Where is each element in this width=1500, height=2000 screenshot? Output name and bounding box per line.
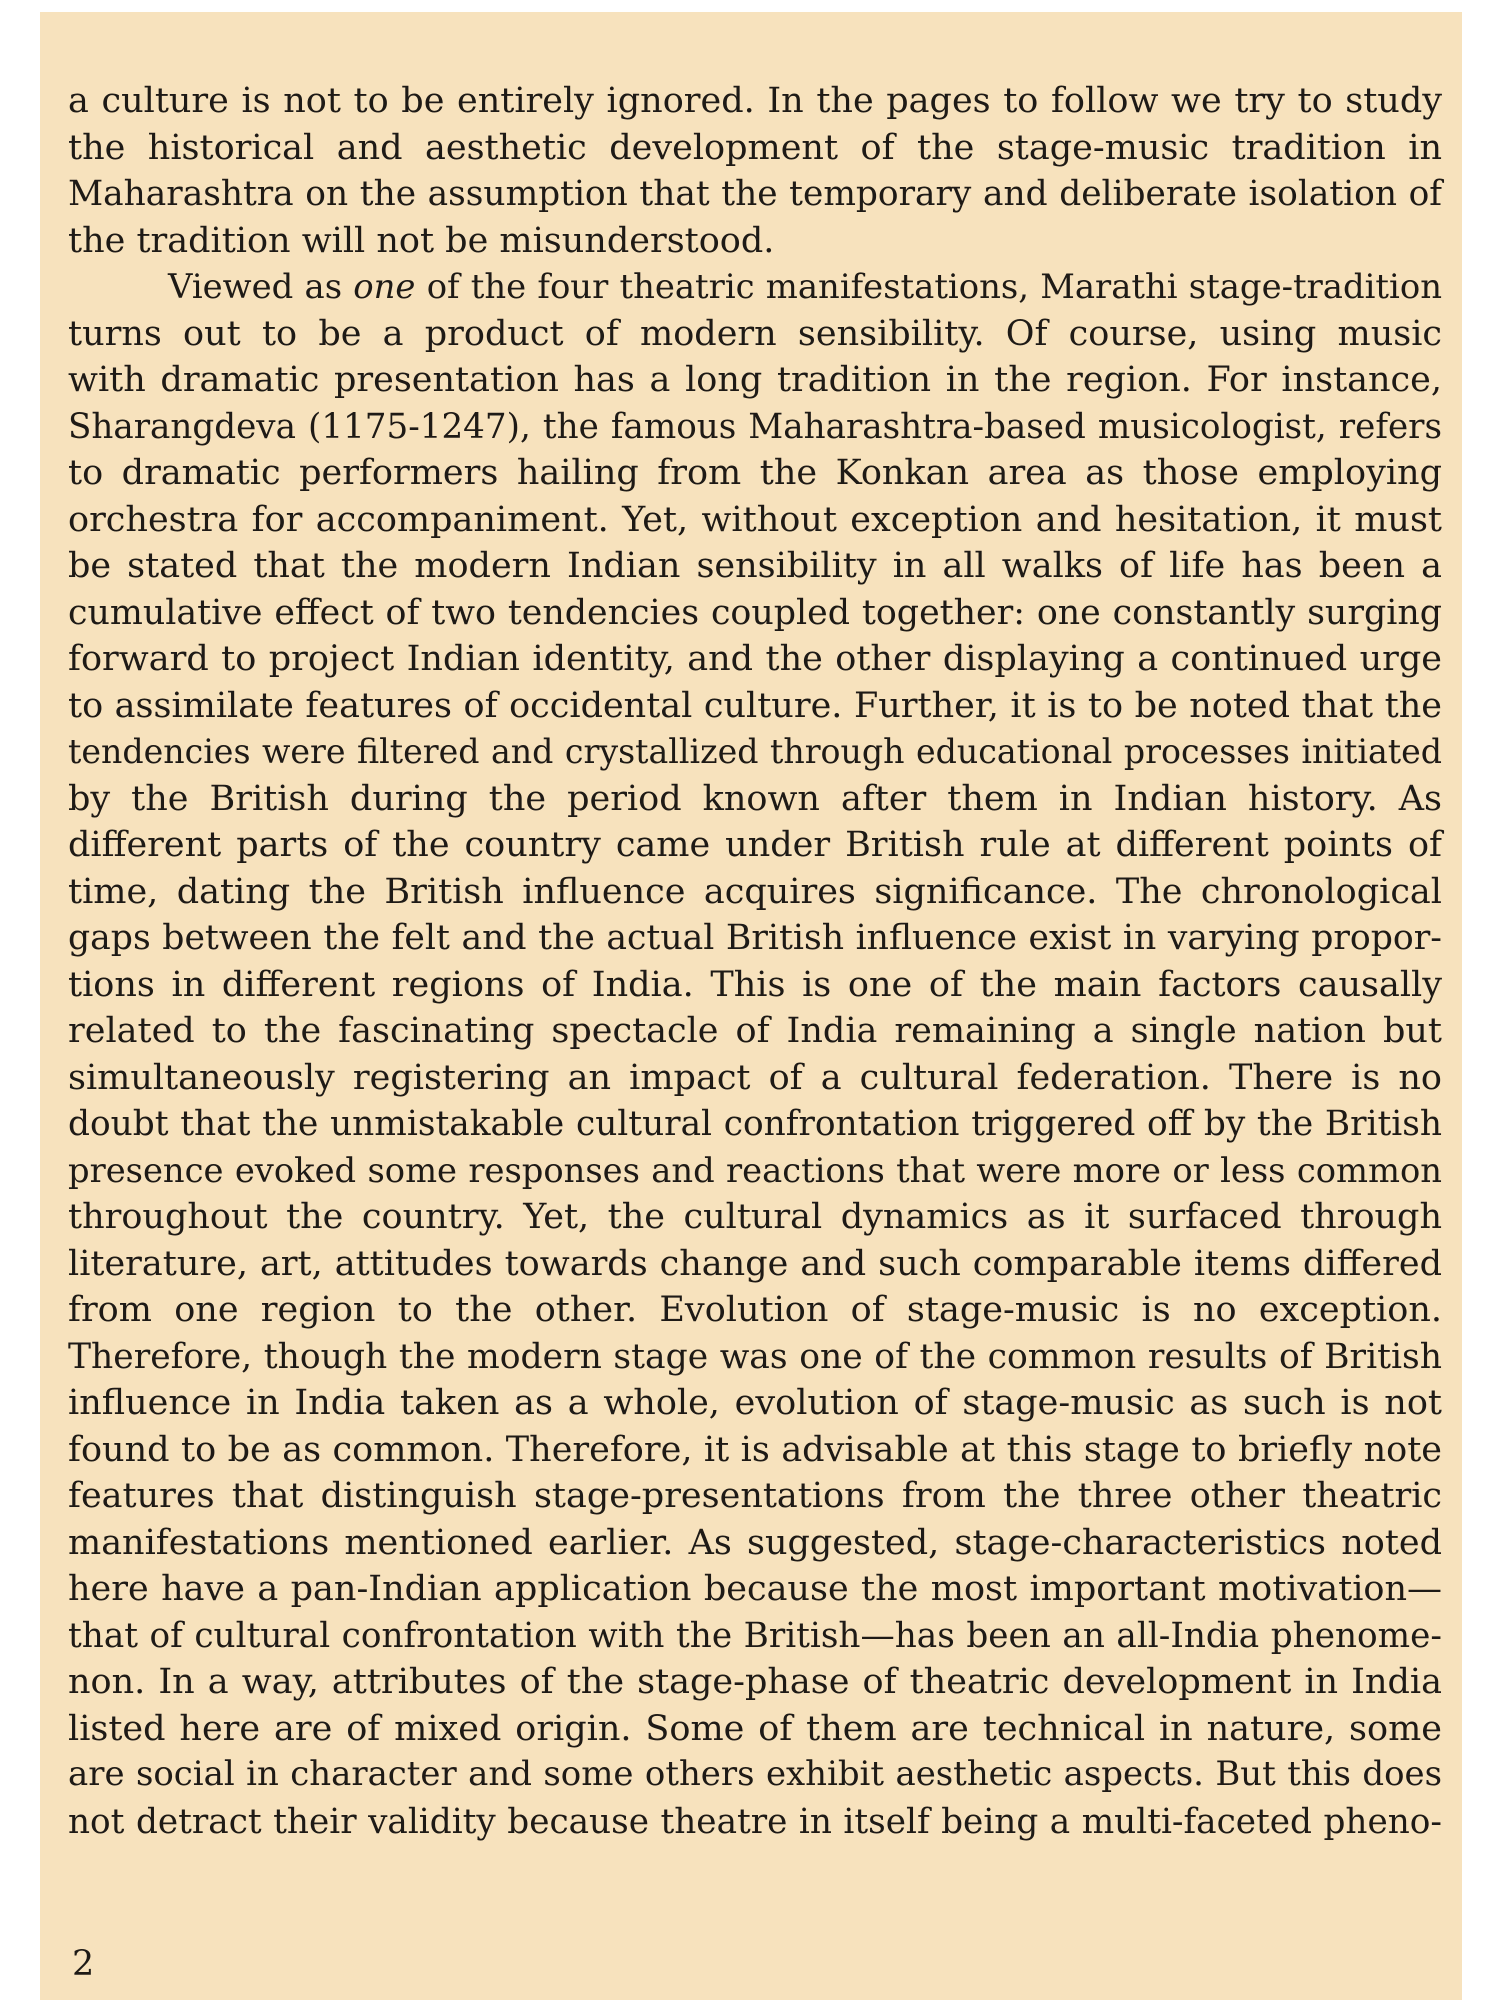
text-line: literature, art, attitudes towards change and such comparable items differed <box>68 1243 1442 1284</box>
text-line: not detract their validity because theatre in itself being a multi-faceted pheno- <box>68 1801 1442 1842</box>
body-text <box>68 78 1442 1845</box>
text-line: listed here are of mixed origin. Some of them are technical in nature, some <box>68 1708 1442 1749</box>
text-line: a culture is not to be entirely ignored. In the pages to follow we try to study <box>68 81 1442 121</box>
text-line: to dramatic performers hailing from the Konkan area as those employing <box>68 453 1442 493</box>
text-line: found to be as common. Therefore, it is advisable at this stage to briefly note <box>68 1429 1442 1470</box>
text-line: be stated that the modern Indian sensibility in all walks of life has been a <box>68 546 1442 586</box>
text-line: time, dating the British influence acquires significance. The chronological <box>68 871 1442 912</box>
text-line: Sharangdeva (1175-1247), the famous Maharashtra-based musicologist, refers <box>68 406 1442 447</box>
text-line: simultaneously registering an impact of a cultural federation. There is no <box>68 1057 1442 1098</box>
text-line: by the British during the period known after them in Indian history. As <box>68 778 1442 819</box>
text-line: tendencies were filtered and crystallized through educational processes initiated <box>68 732 1442 771</box>
text-line: from one region to the other. Evolution of stage-music is no exception. <box>68 1290 1442 1330</box>
text-line: Maharashtra on the assumption that the temporary and deliberate isolation of <box>68 174 1442 214</box>
text-line: to assimilate features of occidental culture. Further, it is to be noted that the <box>68 685 1442 726</box>
text-line: are social in character and some others exhibit aesthetic aspects. But this does <box>68 1755 1442 1794</box>
text-line: the tradition will not be misunderstood. <box>68 220 775 261</box>
text-line: gaps between the felt and the actual British influence exist in varying propor- <box>68 918 1442 958</box>
paragraph-2 <box>68 264 1442 1845</box>
text-line: different parts of the country came under British rule at different points of <box>68 825 1442 865</box>
text-line: forward to project Indian identity, and the other displaying a continued urge <box>68 639 1442 679</box>
text-line: features that distinguish stage-presentations from the three other theatric <box>68 1476 1442 1516</box>
text-line: presence evoked some responses and reactions that were more or less common <box>68 1150 1442 1190</box>
text-line: that of cultural confrontation with the British—has been an all-India phenome- <box>68 1615 1442 1656</box>
text-line: manifestations mentioned earlier. As suggested, stage-characteristics noted <box>68 1522 1442 1563</box>
text-line: throughout the country. Yet, the cultural dynamics as it surfaced through <box>68 1197 1442 1237</box>
text-line: influence in India taken as a whole, evolution of stage-music as such is not <box>68 1383 1442 1423</box>
book-page <box>40 12 1462 2000</box>
text-run: Viewed as <box>168 267 354 306</box>
emphasized-word: one <box>353 267 416 306</box>
text-line: turns out to be a product of modern sensibility. Of course, using music <box>68 313 1442 354</box>
text-run: of the four theatric manifestations, Marathi stage-tradition <box>415 267 1442 306</box>
text-line: with dramatic presentation has a long tradition in the region. For instance, <box>68 360 1442 400</box>
page-number: 2 <box>72 1944 95 1984</box>
text-line: cumulative effect of two tendencies coupled together: one constantly surging <box>68 592 1442 633</box>
text-line: non. In a way, attributes of the stage-phase of theatric development in India <box>68 1662 1442 1702</box>
paragraph-1 <box>68 78 1442 264</box>
text-line <box>68 264 1442 311</box>
text-line: the historical and aesthetic development of the stage-music tradition in <box>68 127 1442 168</box>
text-line: related to the fascinating spectacle of India remaining a single nation but <box>68 1011 1442 1051</box>
text-line: tions in different regions of India. This is one of the main factors causally <box>68 964 1442 1005</box>
text-line: Therefore, though the modern stage was one of the common results of British <box>68 1336 1442 1377</box>
text-line: here have a pan-Indian application because the most important motivation— <box>68 1569 1442 1609</box>
text-line: orchestra for accompaniment. Yet, without exception and hesitation, it must <box>68 499 1442 540</box>
text-line: doubt that the unmistakable cultural confrontation triggered off by the British <box>68 1104 1442 1144</box>
